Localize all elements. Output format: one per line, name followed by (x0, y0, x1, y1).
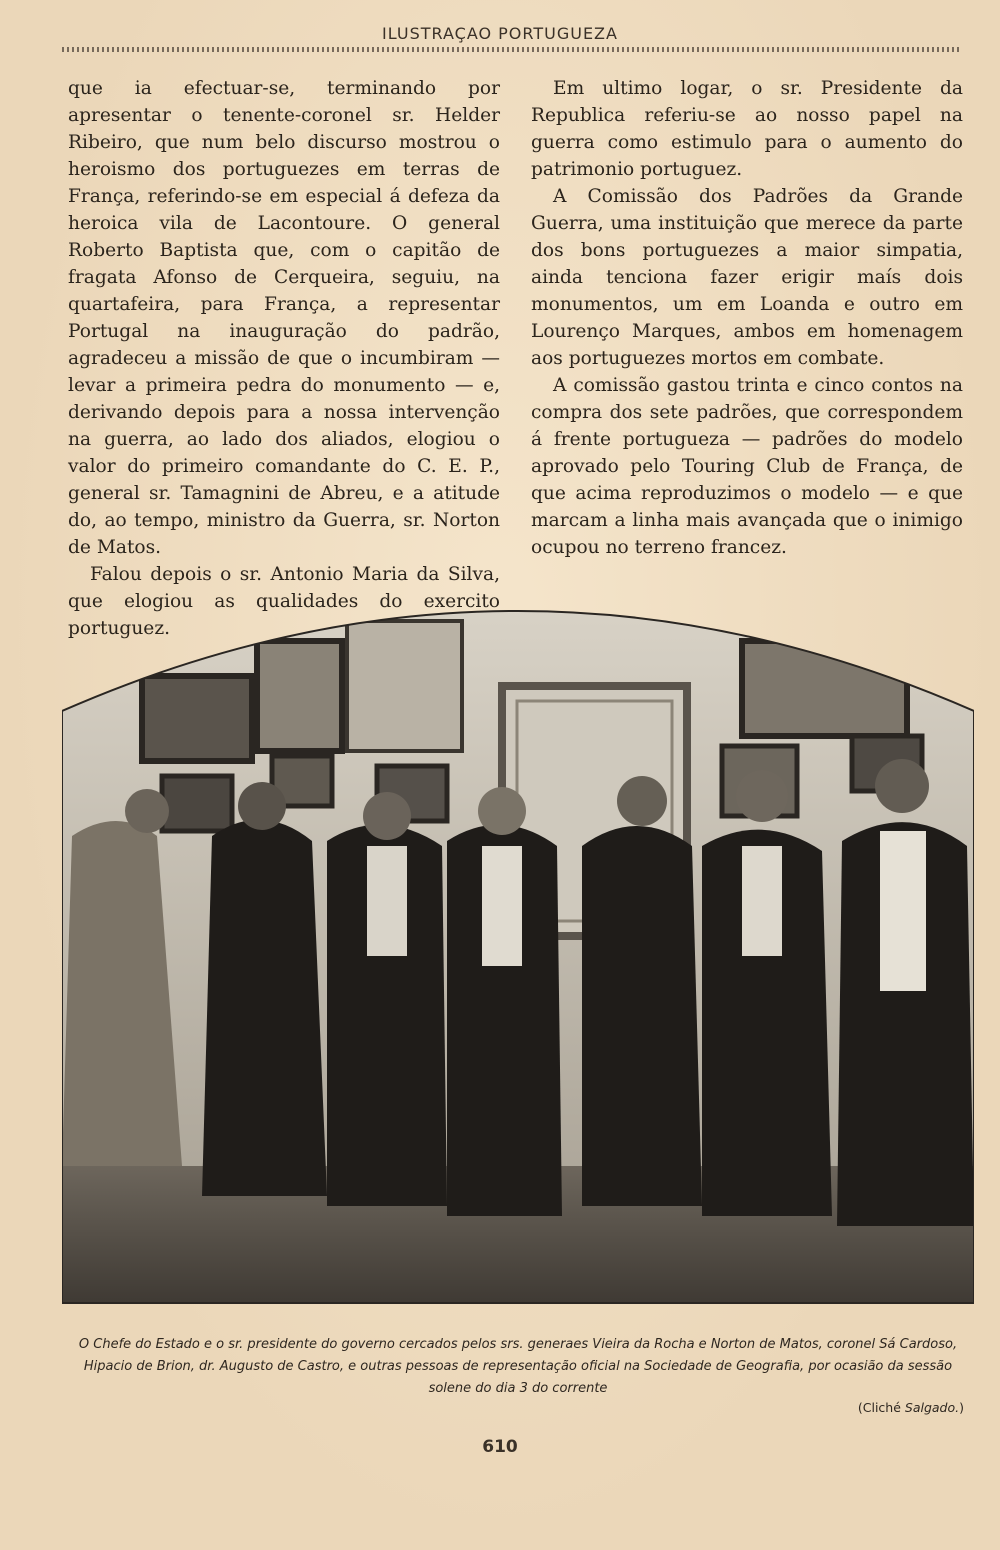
right-column (531, 75, 963, 561)
left-paragraph-1: que ia efectuar-se, terminando por apresentar o tenente-coronel sr. Helder Ribeiro, que num belo discurso mostrou o heroismo dos portuguezes em terras de França, referindo-se em especial á defeza da heroica vila de Lacontoure. O general Roberto Baptista que, com o capitão de fragata Afonso de Cerqueira, seguiu, na quartafeira, para França, a representar Portugal na inauguração do padrão, agradeceu a missão de que o incumbiram — levar a primeira pedra do monumento — e, derivando depois para a nossa intervenção na guerra, ao lado dos aliados, elogiou o valor do primeiro comandante do C. E. P., general sr. Tamagnini de Abreu, e a atitude do, ao tempo, ministro da Guerra, sr. Norton de Matos. (68, 78, 500, 558)
running-head: ILUSTRAÇAO PORTUGUEZA (382, 24, 618, 43)
photo-credit (858, 1400, 964, 1415)
left-column (68, 75, 500, 642)
page-number: 610 (482, 1437, 518, 1457)
right-paragraph-2: A Comissão dos Padrões da Grande Guerra, uma instituição que merece da parte dos bons portuguezes a maior simpatia, ainda tenciona fazer erigir maís dois monumentos, um em Loanda e outro em Lourenço Marques, ambos em homenagem aos portuguezes mortos em combate. (531, 186, 963, 369)
credit-prefix: (Cliché (857, 1400, 905, 1415)
photo-caption: O Chefe do Estado e o sr. presidente do governo cercados pelos srs. generaes Vieira da Rocha e Norton de Matos, coronel Sá Cardoso, Hipacio de Brion, dr. Augusto de Castro, e outras pessoas de representação oficial na Sociedade de Geografia, por ocasião da sessão solene do dia 3 do corrente (78, 1337, 958, 1396)
header-rule (62, 47, 962, 52)
right-paragraph-3: A comissão gastou trinta e cinco contos na compra dos sete padrões, que correspondem á frente portugueza — padrões do modelo aprovado pelo Touring Club de França, de que acima reproduzimos o modelo — e que marcam a linha mais avançada que o inimigo ocupou no terreno francez. (531, 375, 963, 558)
right-paragraph-1: Em ultimo logar, o sr. Presidente da Republica referiu-se ao nosso papel na guerra como estimulo para o aumento do patrimonio portuguez. (531, 78, 963, 180)
left-paragraph-2: Falou depois o sr. Antonio Maria da Silva, que elogiou as qualidades do exercito portuguez. (68, 564, 500, 639)
credit-photographer: Salgado. (904, 1400, 960, 1415)
group-photograph (62, 606, 974, 1304)
credit-suffix: ) (959, 1400, 964, 1415)
